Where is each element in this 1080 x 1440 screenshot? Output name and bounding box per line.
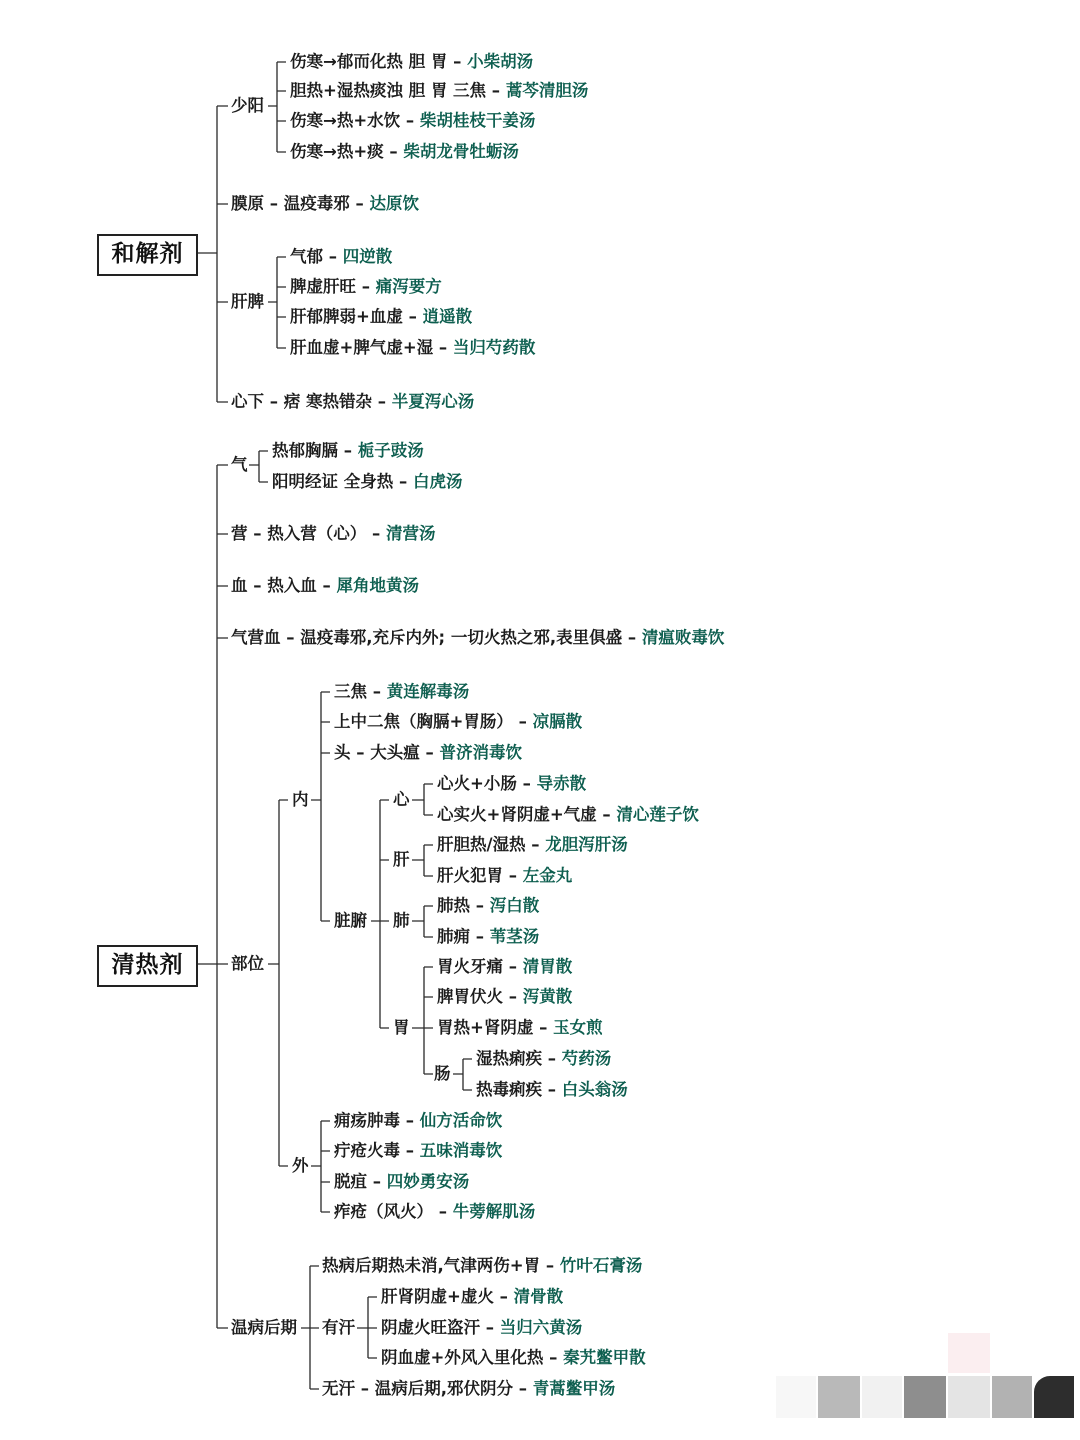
- leaf-gp1-cond: 气郁: [290, 247, 323, 266]
- leaf-sy3-cond: 伤寒→热+水饮: [290, 111, 401, 130]
- leaf-shang-formula: 凉膈散: [532, 712, 583, 731]
- leaf-gan1: 肝胆热/湿热 – 龙胆泻肝汤: [437, 835, 628, 854]
- leaf-shang: 上中二焦（胸膈+胃肠） – 凉膈散: [334, 712, 583, 731]
- pixel-block-3: [818, 1376, 860, 1418]
- leaf-wai4-cond: 痄疮（风火）: [334, 1202, 433, 1221]
- leaf-my-formula: 达原饮: [369, 194, 419, 213]
- root-qing-re-ji: 清热剂: [97, 945, 198, 987]
- leaf-wai3-formula: 四妙勇安汤: [386, 1172, 470, 1191]
- leaf-wb1-formula: 竹叶石膏汤: [559, 1256, 643, 1275]
- leaf-sanjiao-formula: 黄连解毒汤: [386, 682, 470, 701]
- pixel-block-6: [948, 1376, 990, 1418]
- leaf-wei2-formula: 泻黄散: [522, 987, 573, 1006]
- leaf-wb1-cond: 热病后期热未消,气津两伤+胃: [322, 1256, 541, 1275]
- node-zangfu: 脏腑: [334, 911, 367, 930]
- leaf-yh2-cond: 阴虚火旺盗汗: [381, 1318, 480, 1337]
- leaf-gan2-formula: 左金丸: [522, 866, 573, 885]
- leaf-yh2-formula: 当归六黄汤: [499, 1318, 583, 1337]
- node-xinxia: 心下 – 痞 寒热错杂 – 半夏泻心汤: [231, 392, 475, 411]
- leaf-tou-cond: 大头瘟: [370, 743, 420, 762]
- leaf-wei2: 脾胃伏火 – 泻黄散: [437, 987, 573, 1006]
- node-nei: 内: [292, 790, 309, 809]
- leaf-wai3-cond: 脱疽: [334, 1172, 367, 1191]
- leaf-qi2-formula: 白虎汤: [413, 472, 463, 491]
- leaf-gp3-cond: 肝郁脾弱+血虚: [290, 307, 403, 326]
- node-ying-label: 营: [231, 524, 248, 543]
- leaf-gp2-formula: 痛泻要方: [375, 277, 442, 296]
- leaf-wei1-cond: 胃火牙痛: [437, 957, 503, 976]
- node-youhan: 有汗: [322, 1318, 355, 1337]
- leaf-tou-formula: 普济消毒饮: [439, 743, 522, 762]
- node-xinxia-label: 心下: [231, 392, 264, 411]
- leaf-gp1: 气郁 – 四逆散: [290, 247, 393, 266]
- node-qyx: 气营血 – 温疫毒邪,充斥内外; 一切火热之邪,表里俱盛 – 清瘟败毒饮: [231, 628, 725, 647]
- leaf-wuhan: 无汗 – 温病后期,邪伏阴分 – 青蒿鳖甲汤: [322, 1379, 616, 1398]
- leaf-ying-cond: 热入营（心）: [267, 524, 367, 543]
- node-chang: 肠: [434, 1064, 451, 1083]
- node-moyuan-label: 膜原: [231, 194, 264, 213]
- leaf-chang1-cond: 湿热痢疾: [476, 1049, 542, 1068]
- leaf-yh3-formula: 秦艽鳖甲散: [563, 1348, 646, 1367]
- leaf-xin2-formula: 清心莲子饮: [616, 805, 699, 824]
- node-qi: 气: [231, 455, 248, 474]
- leaf-chang2-formula: 白头翁汤: [561, 1080, 628, 1099]
- leaf-gp4: 肝血虚+脾气虚+湿 – 当归芍药散: [290, 338, 536, 357]
- leaf-sy1-formula: 小柴胡汤: [467, 52, 534, 71]
- pixel-block-8: [1034, 1376, 1074, 1418]
- pixel-block-2: [776, 1376, 816, 1418]
- node-qyx-label: 气营血: [231, 628, 281, 647]
- leaf-sy1: 伤寒→郁而化热 胆 胃 – 小柴胡汤: [290, 52, 534, 71]
- leaf-fei1-cond: 肺热: [437, 896, 470, 915]
- leaf-chang2: 热毒痢疾 – 白头翁汤: [476, 1080, 628, 1099]
- leaf-xue-formula: 犀角地黄汤: [336, 576, 419, 595]
- node-xin: 心: [393, 790, 410, 809]
- leaf-fei1: 肺热 – 泻白散: [437, 896, 540, 915]
- leaf-chang1: 湿热痢疾 – 芍药汤: [476, 1049, 612, 1068]
- leaf-yh1-cond: 肝肾阴虚+虚火: [381, 1287, 494, 1306]
- node-buwei: 部位: [231, 954, 264, 973]
- node-xue-label: 血: [231, 576, 248, 595]
- leaf-wai3: 脱疽 – 四妙勇安汤: [334, 1172, 470, 1191]
- leaf-sy1-cond: 伤寒→郁而化热 胆 胃: [290, 52, 448, 71]
- leaf-wai2-formula: 五味消毒饮: [419, 1141, 503, 1160]
- node-moyuan: 膜原 – 温疫毒邪 – 达原饮: [231, 194, 419, 213]
- leaf-my-cond: 温疫毒邪: [283, 194, 350, 213]
- leaf-chang1-formula: 芍药汤: [561, 1049, 612, 1068]
- leaf-fei2: 肺痈 – 苇茎汤: [437, 927, 540, 946]
- leaf-wai1: 痈疡肿毒 – 仙方活命饮: [334, 1111, 503, 1130]
- leaf-gp4-formula: 当归芍药散: [452, 338, 536, 357]
- leaf-yh2: 阴虚火旺盗汗 – 当归六黄汤: [381, 1318, 583, 1337]
- leaf-wuhan-formula: 青蒿鳖甲汤: [532, 1379, 616, 1398]
- pixel-block-4: [862, 1376, 902, 1418]
- leaf-wei3-formula: 玉女煎: [553, 1018, 603, 1037]
- leaf-gp3-formula: 逍遥散: [422, 307, 473, 326]
- pixel-block-7: [992, 1376, 1032, 1418]
- leaf-qi1-cond: 热郁胸膈: [272, 441, 338, 460]
- leaf-ying-formula: 清营汤: [386, 524, 436, 543]
- node-ganpi: 肝脾: [231, 292, 264, 311]
- leaf-chang2-cond: 热毒痢疾: [476, 1080, 542, 1099]
- leaf-sy4-formula: 柴胡龙骨牡蛎汤: [403, 142, 519, 161]
- leaf-wai1-cond: 痈疡肿毒: [334, 1111, 400, 1130]
- leaf-xin1-formula: 导赤散: [536, 774, 587, 793]
- node-shaoyang: 少阳: [231, 96, 264, 115]
- leaf-gp3: 肝郁脾弱+血虚 – 逍遥散: [290, 307, 473, 326]
- leaf-wai1-formula: 仙方活命饮: [419, 1111, 503, 1130]
- leaf-wei1-formula: 清胃散: [522, 957, 573, 976]
- node-wai: 外: [292, 1156, 309, 1175]
- node-gan: 肝: [393, 850, 410, 869]
- leaf-xin1: 心火+小肠 – 导赤散: [437, 774, 587, 793]
- leaf-sy2-formula: 蒿芩清胆汤: [505, 81, 589, 100]
- leaf-sy2: 胆热+湿热痰浊 胆 胃 三焦 – 蒿芩清胆汤: [290, 81, 589, 100]
- leaf-gan2: 肝火犯胃 – 左金丸: [437, 866, 573, 885]
- node-fei: 肺: [393, 911, 410, 930]
- leaf-wb1: 热病后期热未消,气津两伤+胃 – 竹叶石膏汤: [322, 1256, 643, 1275]
- pixel-block-5: [904, 1376, 946, 1418]
- leaf-gan1-cond: 肝胆热/湿热: [437, 835, 526, 854]
- leaf-gan2-cond: 肝火犯胃: [437, 866, 503, 885]
- node-wei: 胃: [393, 1018, 410, 1037]
- leaf-yh1-formula: 清骨散: [513, 1287, 564, 1306]
- leaf-tou-part: 头: [334, 743, 351, 762]
- leaf-wai4-formula: 牛蒡解肌汤: [452, 1202, 536, 1221]
- leaf-tou: 头 – 大头瘟 – 普济消毒饮: [334, 743, 522, 762]
- leaf-wuhan-cond: 温病后期,邪伏阴分: [374, 1379, 514, 1398]
- leaf-gp2: 脾虚肝旺 – 痛泻要方: [290, 277, 442, 296]
- leaf-qi2-cond: 阳明经证 全身热: [272, 472, 394, 491]
- leaf-qyx-formula: 清瘟败毒饮: [641, 628, 725, 647]
- leaf-yh3-cond: 阴血虚+外风入里化热: [381, 1348, 544, 1367]
- leaf-qyx-cond: 温疫毒邪,充斥内外; 一切火热之邪,表里俱盛: [300, 628, 623, 647]
- leaf-wei1: 胃火牙痛 – 清胃散: [437, 957, 573, 976]
- leaf-wuhan-label: 无汗: [322, 1379, 355, 1398]
- leaf-gp1-formula: 四逆散: [342, 247, 393, 266]
- leaf-xx-formula: 半夏泻心汤: [391, 392, 475, 411]
- leaf-yh1: 肝肾阴虚+虚火 – 清骨散: [381, 1287, 564, 1306]
- leaf-sy3-formula: 柴胡桂枝干姜汤: [419, 111, 536, 130]
- leaf-yh3: 阴血虚+外风入里化热 – 秦艽鳖甲散: [381, 1348, 646, 1367]
- leaf-qi2: 阳明经证 全身热 – 白虎汤: [272, 472, 463, 491]
- leaf-wei3: 胃热+肾阴虚 – 玉女煎: [437, 1018, 603, 1037]
- leaf-sy4: 伤寒→热+痰 – 柴胡龙骨牡蛎汤: [290, 142, 519, 161]
- leaf-xin1-cond: 心火+小肠: [437, 774, 517, 793]
- leaf-wei2-cond: 脾胃伏火: [437, 987, 503, 1006]
- leaf-xin2: 心实火+肾阴虚+气虚 – 清心莲子饮: [437, 805, 699, 824]
- node-wbhq: 温病后期: [231, 1318, 297, 1337]
- leaf-sanjiao-cond: 三焦: [334, 682, 367, 701]
- leaf-wei3-cond: 胃热+肾阴虚: [437, 1018, 534, 1037]
- root-he-jie-ji: 和解剂: [97, 234, 198, 276]
- leaf-fei2-formula: 苇茎汤: [489, 927, 540, 946]
- leaf-sy2-cond: 胆热+湿热痰浊 胆 胃 三焦: [290, 81, 487, 100]
- leaf-wai2: 疔疮火毒 – 五味消毒饮: [334, 1141, 503, 1160]
- leaf-shang-cond: 上中二焦（胸膈+胃肠）: [334, 712, 513, 731]
- leaf-xue-cond: 热入血: [267, 576, 317, 595]
- leaf-gp2-cond: 脾虚肝旺: [290, 277, 356, 296]
- leaf-sy3: 伤寒→热+水饮 – 柴胡桂枝干姜汤: [290, 111, 536, 130]
- leaf-gan1-formula: 龙胆泻肝汤: [545, 835, 628, 854]
- leaf-gp4-cond: 肝血虚+脾气虚+湿: [290, 338, 434, 357]
- leaf-sanjiao: 三焦 – 黄连解毒汤: [334, 682, 470, 701]
- leaf-fei1-formula: 泻白散: [489, 896, 540, 915]
- leaf-wai4: 痄疮（风火） – 牛蒡解肌汤: [334, 1202, 536, 1221]
- leaf-sy4-cond: 伤寒→热+痰: [290, 142, 384, 161]
- leaf-xin2-cond: 心实火+肾阴虚+气虚: [437, 805, 597, 824]
- leaf-fei2-cond: 肺痈: [437, 927, 470, 946]
- node-xue: 血 – 热入血 – 犀角地黄汤: [231, 576, 419, 595]
- leaf-xx-cond: 痞 寒热错杂: [283, 392, 372, 411]
- node-ying: 营 – 热入营（心） – 清营汤: [231, 524, 436, 543]
- leaf-wai2-cond: 疔疮火毒: [334, 1141, 400, 1160]
- leaf-qi1-formula: 栀子豉汤: [357, 441, 424, 460]
- pixel-block-1: [948, 1333, 990, 1373]
- leaf-qi1: 热郁胸膈 – 栀子豉汤: [272, 441, 424, 460]
